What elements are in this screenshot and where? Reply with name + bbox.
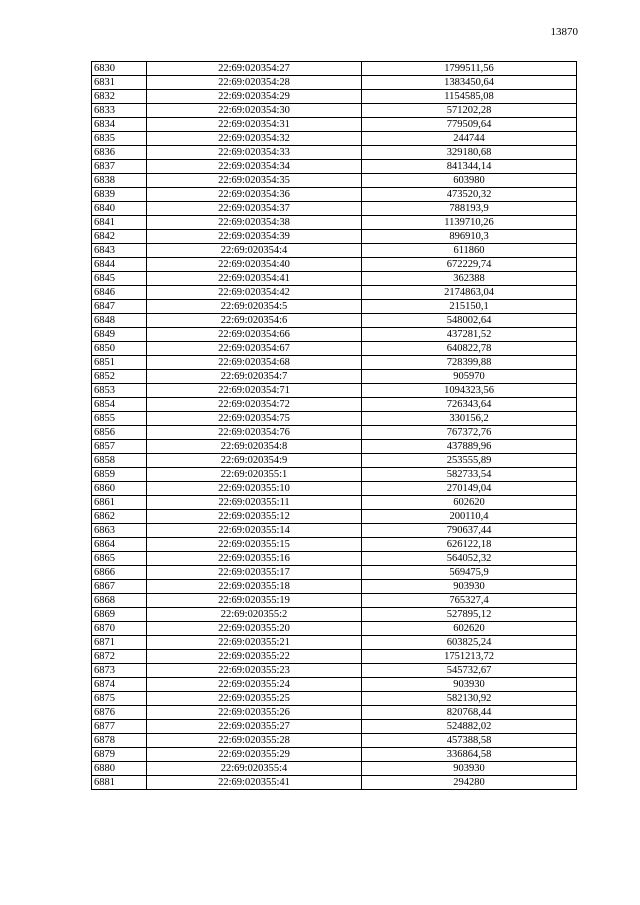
row-number-cell: 6872	[92, 650, 147, 664]
table-row	[92, 510, 577, 524]
row-number-cell: 6851	[92, 356, 147, 370]
row-number-cell: 6847	[92, 300, 147, 314]
value-cell: 1751213,72	[362, 650, 577, 664]
cadastral-number-cell: 22:69:020354:4	[147, 244, 362, 258]
value-cell: 548002,64	[362, 314, 577, 328]
table-body	[92, 62, 577, 790]
value-cell: 640822,78	[362, 342, 577, 356]
cadastral-number-cell: 22:69:020354:35	[147, 174, 362, 188]
row-number-cell: 6871	[92, 636, 147, 650]
cadastral-table	[91, 61, 577, 790]
table-row	[92, 636, 577, 650]
row-number-cell: 6875	[92, 692, 147, 706]
value-cell: 569475,9	[362, 566, 577, 580]
value-cell: 788193,9	[362, 202, 577, 216]
row-number-cell: 6858	[92, 454, 147, 468]
value-cell: 767372,76	[362, 426, 577, 440]
table-row	[92, 720, 577, 734]
row-number-cell: 6834	[92, 118, 147, 132]
row-number-cell: 6852	[92, 370, 147, 384]
row-number-cell: 6861	[92, 496, 147, 510]
cadastral-number-cell: 22:69:020355:16	[147, 552, 362, 566]
value-cell: 564052,32	[362, 552, 577, 566]
row-number-cell: 6845	[92, 272, 147, 286]
cadastral-number-cell: 22:69:020355:19	[147, 594, 362, 608]
table-row	[92, 62, 577, 76]
row-number-cell: 6867	[92, 580, 147, 594]
row-number-cell: 6831	[92, 76, 147, 90]
cadastral-number-cell: 22:69:020354:68	[147, 356, 362, 370]
value-cell: 545732,67	[362, 664, 577, 678]
cadastral-number-cell: 22:69:020354:72	[147, 398, 362, 412]
cadastral-number-cell: 22:69:020354:9	[147, 454, 362, 468]
value-cell: 253555,89	[362, 454, 577, 468]
row-number-cell: 6877	[92, 720, 147, 734]
cadastral-number-cell: 22:69:020355:24	[147, 678, 362, 692]
table-row	[92, 650, 577, 664]
cadastral-number-cell: 22:69:020355:15	[147, 538, 362, 552]
table-row	[92, 440, 577, 454]
value-cell: 270149,04	[362, 482, 577, 496]
row-number-cell: 6844	[92, 258, 147, 272]
table-row	[92, 706, 577, 720]
value-cell: 457388,58	[362, 734, 577, 748]
row-number-cell: 6870	[92, 622, 147, 636]
value-cell: 215150,1	[362, 300, 577, 314]
value-cell: 841344,14	[362, 160, 577, 174]
cadastral-number-cell: 22:69:020355:4	[147, 762, 362, 776]
value-cell: 582130,92	[362, 692, 577, 706]
cadastral-number-cell: 22:69:020355:28	[147, 734, 362, 748]
table-row	[92, 314, 577, 328]
cadastral-number-cell: 22:69:020354:5	[147, 300, 362, 314]
cadastral-number-cell: 22:69:020354:39	[147, 230, 362, 244]
value-cell: 611860	[362, 244, 577, 258]
cadastral-number-cell: 22:69:020355:18	[147, 580, 362, 594]
row-number-cell: 6832	[92, 90, 147, 104]
value-cell: 527895,12	[362, 608, 577, 622]
cadastral-number-cell: 22:69:020355:1	[147, 468, 362, 482]
cadastral-number-cell: 22:69:020354:71	[147, 384, 362, 398]
row-number-cell: 6846	[92, 286, 147, 300]
value-cell: 329180,68	[362, 146, 577, 160]
row-number-cell: 6853	[92, 384, 147, 398]
cadastral-number-cell: 22:69:020355:26	[147, 706, 362, 720]
table-row	[92, 90, 577, 104]
value-cell: 1094323,56	[362, 384, 577, 398]
table-row	[92, 384, 577, 398]
table-row	[92, 524, 577, 538]
row-number-cell: 6843	[92, 244, 147, 258]
cadastral-number-cell: 22:69:020354:41	[147, 272, 362, 286]
row-number-cell: 6857	[92, 440, 147, 454]
cadastral-number-cell: 22:69:020354:38	[147, 216, 362, 230]
table-row	[92, 398, 577, 412]
value-cell: 244744	[362, 132, 577, 146]
row-number-cell: 6859	[92, 468, 147, 482]
value-cell: 582733,54	[362, 468, 577, 482]
table-row	[92, 286, 577, 300]
table-row	[92, 328, 577, 342]
table-row	[92, 748, 577, 762]
cadastral-number-cell: 22:69:020354:27	[147, 62, 362, 76]
cadastral-number-cell: 22:69:020354:29	[147, 90, 362, 104]
value-cell: 473520,32	[362, 188, 577, 202]
value-cell: 437889,96	[362, 440, 577, 454]
value-cell: 903930	[362, 580, 577, 594]
table-row	[92, 300, 577, 314]
row-number-cell: 6833	[92, 104, 147, 118]
table-row	[92, 734, 577, 748]
table-row	[92, 566, 577, 580]
row-number-cell: 6881	[92, 776, 147, 790]
cadastral-number-cell: 22:69:020354:67	[147, 342, 362, 356]
cadastral-number-cell: 22:69:020355:22	[147, 650, 362, 664]
cadastral-number-cell: 22:69:020354:30	[147, 104, 362, 118]
value-cell: 790637,44	[362, 524, 577, 538]
cadastral-number-cell: 22:69:020355:2	[147, 608, 362, 622]
row-number-cell: 6855	[92, 412, 147, 426]
value-cell: 330156,2	[362, 412, 577, 426]
row-number-cell: 6862	[92, 510, 147, 524]
row-number-cell: 6880	[92, 762, 147, 776]
table-row	[92, 426, 577, 440]
value-cell: 626122,18	[362, 538, 577, 552]
table-row	[92, 538, 577, 552]
row-number-cell: 6838	[92, 174, 147, 188]
row-number-cell: 6837	[92, 160, 147, 174]
row-number-cell: 6830	[92, 62, 147, 76]
value-cell: 1154585,08	[362, 90, 577, 104]
value-cell: 903930	[362, 678, 577, 692]
row-number-cell: 6878	[92, 734, 147, 748]
table-row	[92, 356, 577, 370]
row-number-cell: 6873	[92, 664, 147, 678]
table-row	[92, 552, 577, 566]
table-row	[92, 370, 577, 384]
table-row	[92, 342, 577, 356]
row-number-cell: 6868	[92, 594, 147, 608]
value-cell: 571202,28	[362, 104, 577, 118]
row-number-cell: 6876	[92, 706, 147, 720]
row-number-cell: 6874	[92, 678, 147, 692]
table-row	[92, 454, 577, 468]
page-number: 13870	[550, 26, 578, 38]
table-row	[92, 104, 577, 118]
row-number-cell: 6854	[92, 398, 147, 412]
table-row	[92, 76, 577, 90]
value-cell: 1383450,64	[362, 76, 577, 90]
cadastral-number-cell: 22:69:020354:28	[147, 76, 362, 90]
table-row	[92, 258, 577, 272]
cadastral-number-cell: 22:69:020354:40	[147, 258, 362, 272]
cadastral-number-cell: 22:69:020355:21	[147, 636, 362, 650]
value-cell: 779509,64	[362, 118, 577, 132]
cadastral-number-cell: 22:69:020355:17	[147, 566, 362, 580]
row-number-cell: 6840	[92, 202, 147, 216]
value-cell: 362388	[362, 272, 577, 286]
cadastral-number-cell: 22:69:020354:32	[147, 132, 362, 146]
row-number-cell: 6849	[92, 328, 147, 342]
value-cell: 1139710,26	[362, 216, 577, 230]
value-cell: 903930	[362, 762, 577, 776]
table-row	[92, 622, 577, 636]
value-cell: 726343,64	[362, 398, 577, 412]
table-row	[92, 412, 577, 426]
row-number-cell: 6879	[92, 748, 147, 762]
table-row	[92, 776, 577, 790]
cadastral-number-cell: 22:69:020355:11	[147, 496, 362, 510]
cadastral-number-cell: 22:69:020354:76	[147, 426, 362, 440]
cadastral-number-cell: 22:69:020355:10	[147, 482, 362, 496]
cadastral-number-cell: 22:69:020354:42	[147, 286, 362, 300]
table-row	[92, 580, 577, 594]
value-cell: 603825,24	[362, 636, 577, 650]
table-row	[92, 146, 577, 160]
table-row	[92, 174, 577, 188]
table-row	[92, 594, 577, 608]
value-cell: 905970	[362, 370, 577, 384]
table-row	[92, 468, 577, 482]
cadastral-number-cell: 22:69:020354:33	[147, 146, 362, 160]
cadastral-number-cell: 22:69:020354:31	[147, 118, 362, 132]
value-cell: 765327,4	[362, 594, 577, 608]
row-number-cell: 6860	[92, 482, 147, 496]
cadastral-number-cell: 22:69:020354:36	[147, 188, 362, 202]
value-cell: 437281,52	[362, 328, 577, 342]
table-row	[92, 496, 577, 510]
cadastral-number-cell: 22:69:020354:66	[147, 328, 362, 342]
row-number-cell: 6865	[92, 552, 147, 566]
cadastral-number-cell: 22:69:020355:23	[147, 664, 362, 678]
table-row	[92, 188, 577, 202]
cadastral-number-cell: 22:69:020354:7	[147, 370, 362, 384]
cadastral-number-cell: 22:69:020355:12	[147, 510, 362, 524]
table-row	[92, 160, 577, 174]
cadastral-number-cell: 22:69:020355:25	[147, 692, 362, 706]
row-number-cell: 6848	[92, 314, 147, 328]
value-cell: 200110,4	[362, 510, 577, 524]
table-row	[92, 482, 577, 496]
row-number-cell: 6839	[92, 188, 147, 202]
row-number-cell: 6842	[92, 230, 147, 244]
table-row	[92, 202, 577, 216]
value-cell: 896910,3	[362, 230, 577, 244]
table-row	[92, 608, 577, 622]
value-cell: 294280	[362, 776, 577, 790]
row-number-cell: 6835	[92, 132, 147, 146]
value-cell: 603980	[362, 174, 577, 188]
cadastral-number-cell: 22:69:020354:6	[147, 314, 362, 328]
cadastral-number-cell: 22:69:020354:37	[147, 202, 362, 216]
row-number-cell: 6856	[92, 426, 147, 440]
row-number-cell: 6841	[92, 216, 147, 230]
table-row	[92, 216, 577, 230]
table-row	[92, 118, 577, 132]
value-cell: 672229,74	[362, 258, 577, 272]
cadastral-number-cell: 22:69:020355:29	[147, 748, 362, 762]
cadastral-number-cell: 22:69:020355:41	[147, 776, 362, 790]
row-number-cell: 6866	[92, 566, 147, 580]
row-number-cell: 6869	[92, 608, 147, 622]
value-cell: 602620	[362, 622, 577, 636]
cadastral-number-cell: 22:69:020354:8	[147, 440, 362, 454]
table-row	[92, 664, 577, 678]
value-cell: 1799511,56	[362, 62, 577, 76]
table-row	[92, 272, 577, 286]
table-row	[92, 692, 577, 706]
table-row	[92, 230, 577, 244]
value-cell: 728399,88	[362, 356, 577, 370]
value-cell: 2174863,04	[362, 286, 577, 300]
value-cell: 602620	[362, 496, 577, 510]
cadastral-number-cell: 22:69:020355:27	[147, 720, 362, 734]
row-number-cell: 6864	[92, 538, 147, 552]
value-cell: 336864,58	[362, 748, 577, 762]
value-cell: 820768,44	[362, 706, 577, 720]
row-number-cell: 6850	[92, 342, 147, 356]
cadastral-number-cell: 22:69:020354:75	[147, 412, 362, 426]
cadastral-number-cell: 22:69:020354:34	[147, 160, 362, 174]
table-row	[92, 762, 577, 776]
cadastral-number-cell: 22:69:020355:14	[147, 524, 362, 538]
value-cell: 524882,02	[362, 720, 577, 734]
row-number-cell: 6863	[92, 524, 147, 538]
row-number-cell: 6836	[92, 146, 147, 160]
table-row	[92, 244, 577, 258]
table-row	[92, 132, 577, 146]
cadastral-number-cell: 22:69:020355:20	[147, 622, 362, 636]
table-row	[92, 678, 577, 692]
